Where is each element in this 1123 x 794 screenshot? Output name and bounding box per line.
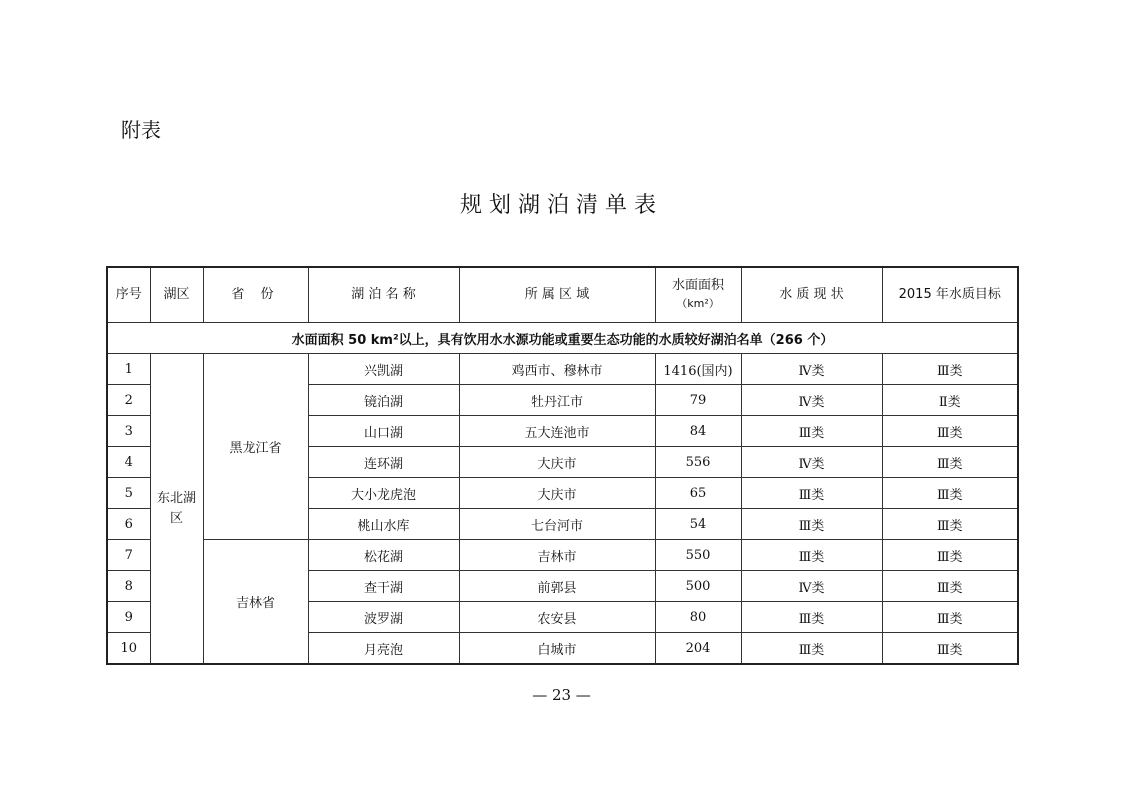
cell-province: 吉林省 [203, 540, 308, 665]
cell-province: 黑龙江省 [203, 354, 308, 540]
lake-list-table [106, 266, 1019, 665]
header-seq: 序号 [107, 267, 150, 323]
header-lake-name: 湖 泊 名 称 [308, 267, 459, 323]
cell-lake: 波罗湖 [308, 602, 459, 633]
header-surface-area [655, 267, 741, 323]
cell-size: 204 [655, 633, 741, 665]
cell-seq: 9 [107, 602, 150, 633]
page-number: — 23 — [532, 686, 591, 704]
section-row [107, 323, 1018, 354]
cell-target: Ⅲ类 [882, 416, 1018, 447]
cell-lake: 月亮泡 [308, 633, 459, 665]
cell-size: 79 [655, 385, 741, 416]
cell-target: Ⅱ类 [882, 385, 1018, 416]
cell-area: 农安县 [459, 602, 655, 633]
cell-lake: 山口湖 [308, 416, 459, 447]
cell-seq: 10 [107, 633, 150, 665]
header-row [107, 267, 1018, 323]
cell-target: Ⅲ类 [882, 509, 1018, 540]
cell-area: 五大连池市 [459, 416, 655, 447]
cell-target: Ⅲ类 [882, 354, 1018, 385]
cell-status: Ⅲ类 [741, 509, 882, 540]
cell-status: Ⅳ类 [741, 385, 882, 416]
cell-size: 550 [655, 540, 741, 571]
cell-target: Ⅲ类 [882, 447, 1018, 478]
cell-lake: 兴凯湖 [308, 354, 459, 385]
table-row [107, 540, 1018, 571]
cell-lake: 连环湖 [308, 447, 459, 478]
cell-region: 东北湖区 [150, 354, 203, 665]
cell-status: Ⅲ类 [741, 416, 882, 447]
cell-status: Ⅲ类 [741, 633, 882, 665]
cell-area: 前郭县 [459, 571, 655, 602]
cell-status: Ⅲ类 [741, 540, 882, 571]
cell-seq: 8 [107, 571, 150, 602]
page-title: 规划湖泊清单表 [459, 193, 663, 218]
cell-area: 吉林市 [459, 540, 655, 571]
cell-lake: 松花湖 [308, 540, 459, 571]
cell-seq: 5 [107, 478, 150, 509]
cell-seq: 6 [107, 509, 150, 540]
header-province: 省 份 [203, 267, 308, 323]
cell-seq: 4 [107, 447, 150, 478]
cell-size: 65 [655, 478, 741, 509]
cell-size: 500 [655, 571, 741, 602]
cell-status: Ⅳ类 [741, 447, 882, 478]
cell-area: 七台河市 [459, 509, 655, 540]
cell-seq: 2 [107, 385, 150, 416]
table-row [107, 354, 1018, 385]
header-surface-area-unit: （km²） [676, 297, 720, 310]
header-area: 所 属 区 域 [459, 267, 655, 323]
header-target: 2015 年水质目标 [882, 267, 1018, 323]
cell-area: 牡丹江市 [459, 385, 655, 416]
cell-size: 84 [655, 416, 741, 447]
cell-target: Ⅲ类 [882, 602, 1018, 633]
cell-size: 556 [655, 447, 741, 478]
cell-lake: 大小龙虎泡 [308, 478, 459, 509]
appendix-label: 附表 [121, 118, 161, 142]
cell-lake: 桃山水库 [308, 509, 459, 540]
cell-area: 白城市 [459, 633, 655, 665]
cell-target: Ⅲ类 [882, 571, 1018, 602]
cell-area: 大庆市 [459, 447, 655, 478]
header-region: 湖区 [150, 267, 203, 323]
cell-area: 鸡西市、穆林市 [459, 354, 655, 385]
cell-lake: 镜泊湖 [308, 385, 459, 416]
cell-size: 54 [655, 509, 741, 540]
cell-lake: 查干湖 [308, 571, 459, 602]
section-title: 水面面积 50 km²以上，具有饮用水水源功能或重要生态功能的水质较好湖泊名单（266 个） [107, 323, 1018, 354]
cell-size: 80 [655, 602, 741, 633]
cell-status: Ⅳ类 [741, 354, 882, 385]
cell-seq: 1 [107, 354, 150, 385]
cell-status: Ⅲ类 [741, 602, 882, 633]
cell-status: Ⅳ类 [741, 571, 882, 602]
cell-target: Ⅲ类 [882, 540, 1018, 571]
cell-status: Ⅲ类 [741, 478, 882, 509]
header-status: 水 质 现 状 [741, 267, 882, 323]
cell-target: Ⅲ类 [882, 633, 1018, 665]
cell-area: 大庆市 [459, 478, 655, 509]
header-surface-area-label: 水面面积 [671, 278, 724, 293]
cell-seq: 7 [107, 540, 150, 571]
cell-target: Ⅲ类 [882, 478, 1018, 509]
cell-size: 1416(国内) [655, 354, 741, 385]
cell-seq: 3 [107, 416, 150, 447]
